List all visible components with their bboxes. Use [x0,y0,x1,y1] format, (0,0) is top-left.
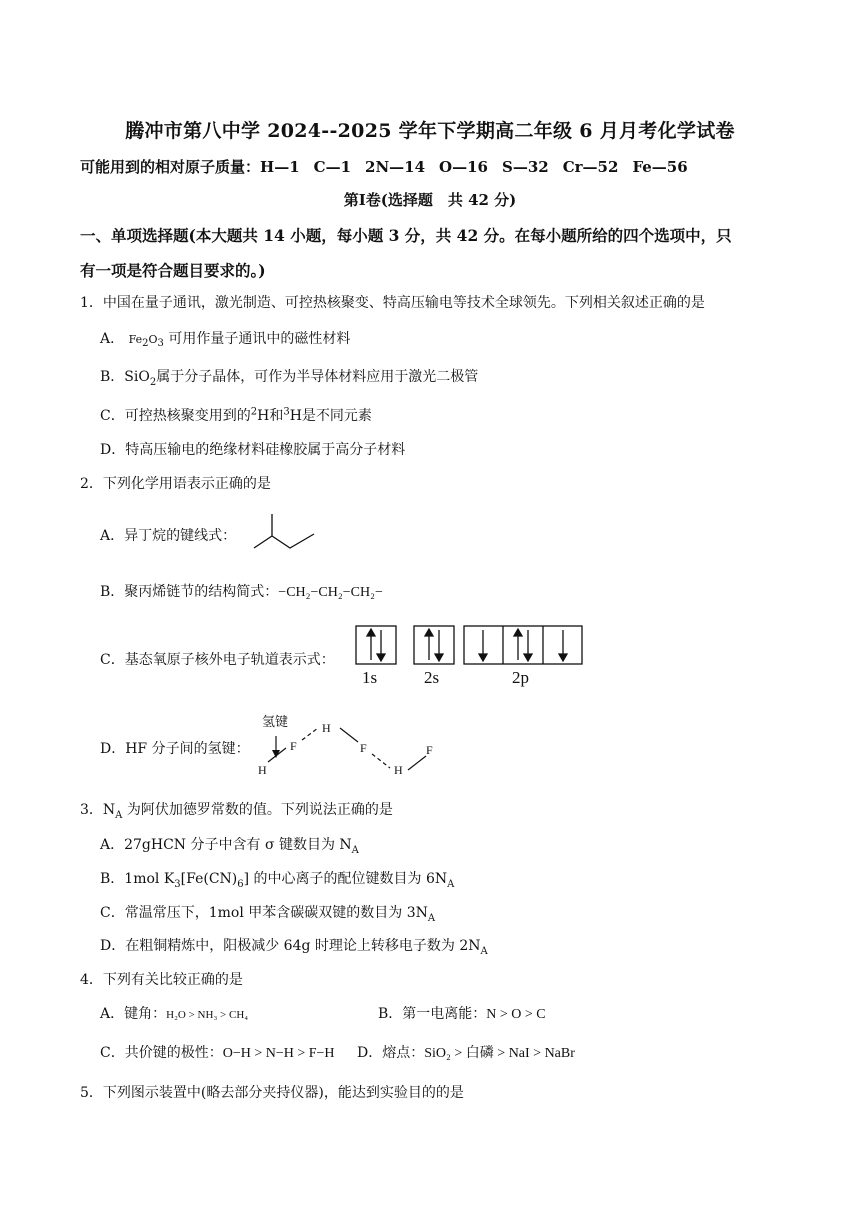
option-label: B． [100,369,125,385]
atomic-mass-item: 2N—14 [365,158,426,176]
q2-option-c: C．基态氧原子核外电子轨道表示式： [100,652,335,668]
bond-angle-formula: H₂O > NH₃ > CH₄ [166,1009,249,1021]
hydrogen-bond-label: 氢键 [262,715,289,730]
atomic-mass-line [80,156,702,177]
atom-label: H [322,721,331,735]
option-text: 特高压输电的绝缘材料硅橡胶属于高分子材料 [125,442,406,458]
atomic-mass-label: 可能用到的相对原子质量： [80,158,261,176]
atomic-mass-item: Cr—52 [562,158,619,176]
polarity-formula: O−H > N−H > F−H [222,1046,335,1061]
q4-option-c: C．共价键的极性：O−H > N−H > F−H [100,1045,335,1061]
atomic-mass-item: Fe—56 [632,158,688,176]
option-label: D． [100,442,126,458]
q1-option-c: C．可控热核聚变用到的$^2$H和$^3$H是不同元素 [100,406,372,424]
q2-stem: 2．下列化学用语表示正确的是 [80,476,271,492]
section1-heading-line1: 一、单项选择题(本大题共 14 小题，每小题 3 分，共 42 分。在每小题所给的四个选项中，只 [80,226,732,245]
orbital-diagram [354,624,586,668]
exam-title: 腾冲市第八中学 2024--2025 学年下学期高二年级 6 月月考化学试卷 [125,120,735,142]
option-text: 属于分子晶体，可作为半导体材料应用于激光二极管 [156,369,479,385]
atomic-mass-item: O—16 [439,158,488,176]
q3-option-b: B．1mol $K_3[Fe(CN)_6]$ 的中心离子的配位键数目为 $6N_A$ [100,871,455,890]
atom-label: F [426,743,433,757]
orbital-label-2s: 2s [424,668,440,687]
atom-label: H [258,763,267,777]
ionization-formula: N > O > C [486,1007,546,1022]
polypropylene-formula: −CH₂−CH₂−CH₂− [278,585,383,600]
q2-option-a: A．异丁烷的键线式： [100,528,237,544]
q3-option-c: C．常温常压下，1mol 甲苯含碳碳双键的数目为 $3N_A$ [100,905,436,924]
melting-point-formula: SiO₂ > 白磷 > NaI > NaBr [424,1046,575,1061]
option-text: B．聚丙烯链节的结构简式： [100,584,279,600]
orbital-label-1s: 1s [362,668,378,687]
sio2-formula: SiO$_2$ [124,369,157,388]
option-label: C． [100,408,125,424]
option-text: 可用作量子通讯中的磁性材料 [168,331,351,347]
q1-option-d [100,439,405,459]
atomic-mass-item: C—1 [313,158,352,176]
fe2o3-formula: $Fe_2O_3$ [128,333,164,350]
part1-heading: 第Ⅰ卷(选择题 共 42 分) [343,191,517,209]
q3-option-d: D．在粗铜精炼中，阳极减少 64g 时理论上转移电子数为 $2N_A$ [100,938,488,957]
q2-option-d: D．HF 分子间的氢键： [100,741,250,757]
q1-option-b [100,366,478,388]
atom-label: F [290,739,297,753]
q1-option-a [100,328,350,349]
q3-option-a: A．27gHCN 分子中含有 σ 键数目为 $N_A$ [100,837,359,856]
atom-label: F [360,741,367,755]
q4-option-d: D．熔点：SiO₂ > 白磷 > NaI > NaBr [357,1045,575,1061]
q4-option-a: A．键角：H₂O > NH₃ > CH₄ [100,1006,249,1022]
q3-stem: 3．$N_A$ 为阿伏加德罗常数的值。下列说法正确的是 [80,802,393,821]
q2-option-b [100,581,383,601]
q4-option-b: B．第一电离能：N > O > C [378,1006,546,1022]
hf-hydrogen-bond-diagram [250,706,450,784]
isobutane-skeletal-diagram [250,510,320,552]
q5-stem: 5．下列图示装置中(略去部分夹持仪器)，能达到实验目的的是 [80,1085,464,1101]
q4-stem: 4．下列有关比较正确的是 [80,972,243,988]
atomic-mass-item: S—32 [502,158,549,176]
atom-label: H [394,763,403,777]
option-label: A． [100,331,125,347]
q1-stem: 1．中国在量子通讯，激光制造、可控热核聚变、特高压输电等技术全球领先。下列相关叙述正确的是 [80,295,705,311]
section1-heading-line2: 有一项是符合题目要求的。) [80,261,266,280]
atomic-mass-item: H—1 [260,158,300,176]
orbital-label-2p: 2p [512,668,529,687]
